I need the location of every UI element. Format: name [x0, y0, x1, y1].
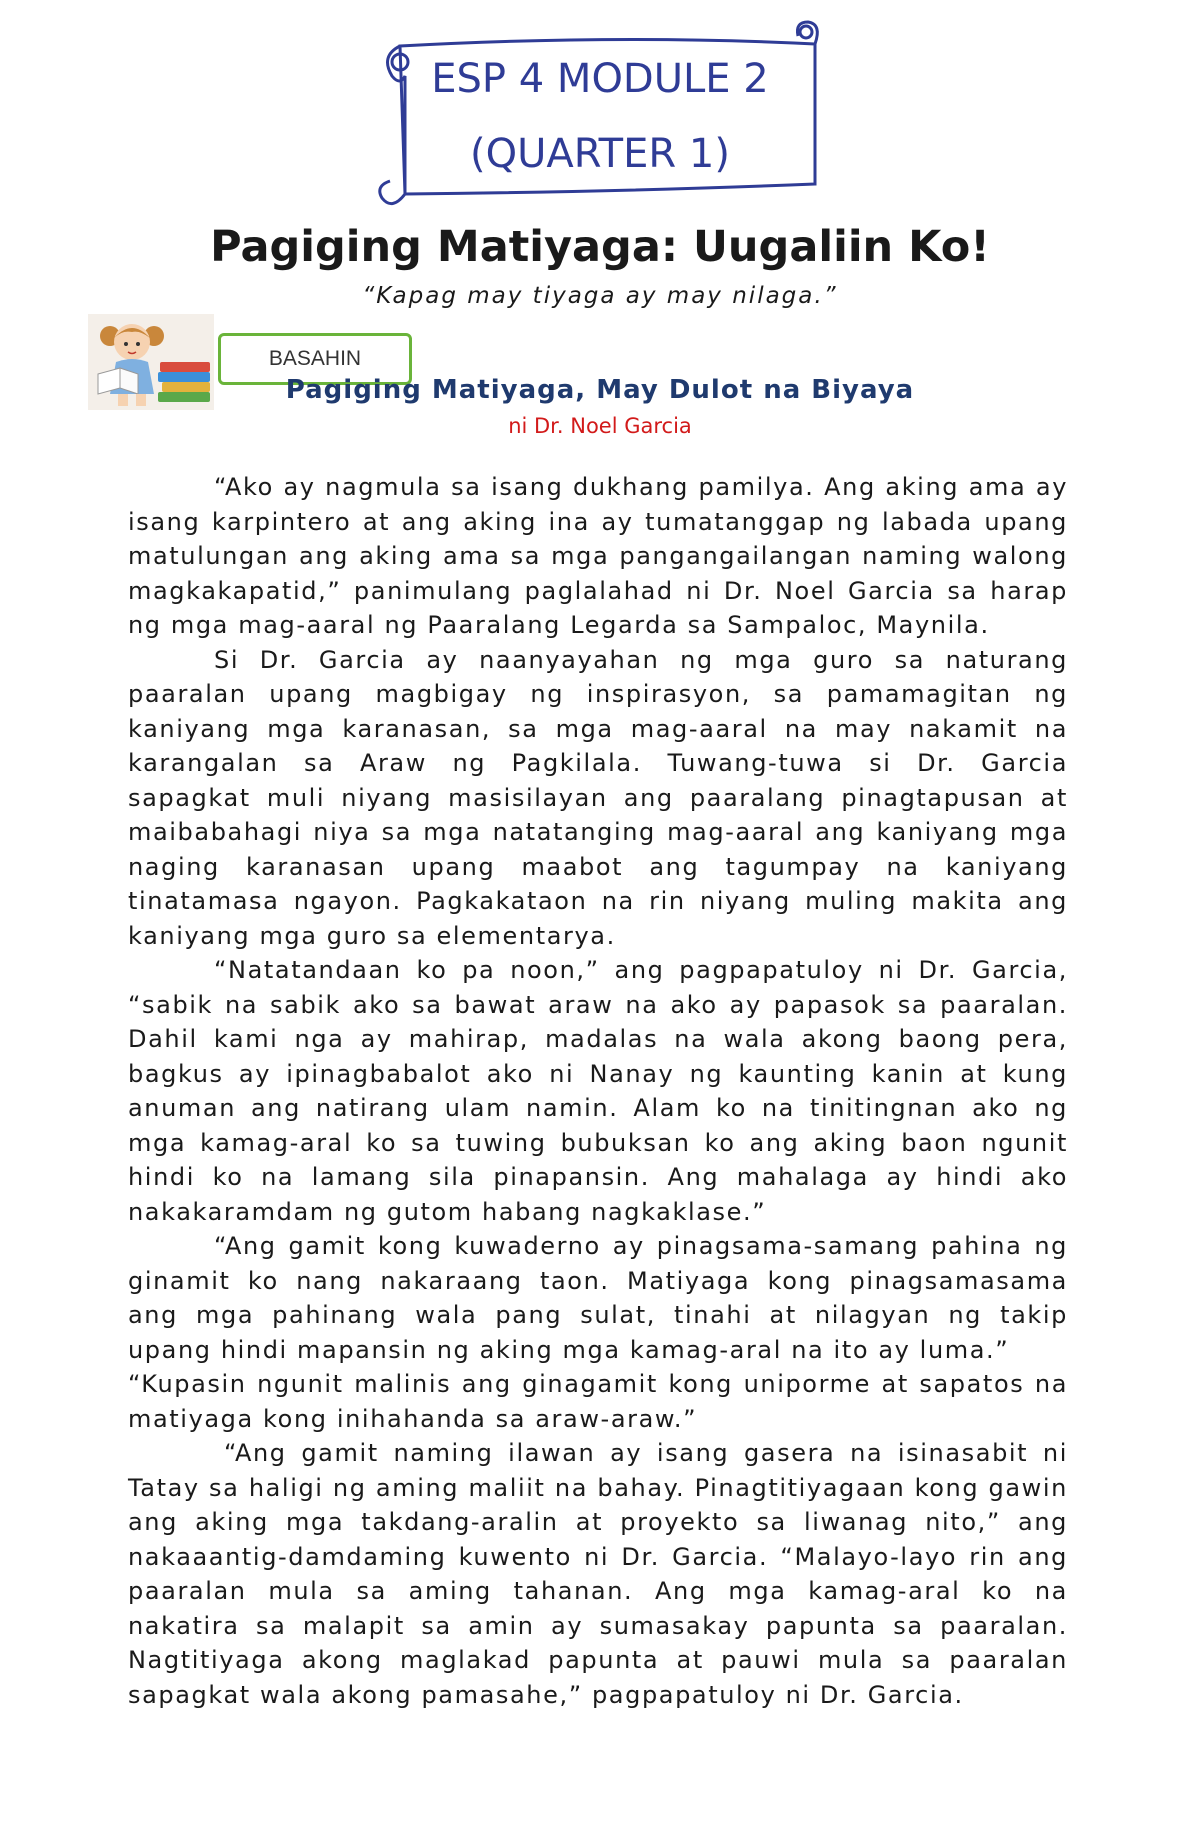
story-paragraph: “Ang gamit naming ilawan ay isang gasera na isinasabit ni Tatay sa haligi ng aming maliit na bahay. Pinagtitiyagaan kong gawin ang aking mga takdang-aralin at proyekto sa liwanag nito,” ang nakaaantig-damdaming kuwento ni Dr. Garcia. “Malayo-layo rin ang paaralan mula sa aming tahanan. Ang mga kamag-aral ko na nakatira sa malapit sa amin ay sumasakay papunta sa paaralan. Nagtitiyaga akong maglakad papunta at pauwi mula sa paaralan sapagkat wala akong pamasahe,” pagpapatuloy ni Dr. Garcia. — [128, 1439, 1068, 1709]
story-paragraph: “Kupasin ngunit malinis ang ginagamit kong uniporme at sapatos na matiyaga kong inihahanda sa araw-araw.” — [128, 1370, 1068, 1433]
basahin-badge: BASAHIN — [218, 333, 412, 385]
story-author: ni Dr. Noel Garcia — [508, 414, 692, 438]
page-title: Pagiging Matiyaga: Uugaliin Ko! — [210, 222, 990, 272]
story-paragraph: Si Dr. Garcia ay naanyayahan ng mga guro sa naturang paaralan upang magbigay ng inspirasyon, sa pamamagitan ng kaniyang mga karanasan, sa mga mag-aaral na may nakamit na karangalan sa Araw ng Pagkilala. Tuwang-tuwa si Dr. Garcia sapagkat muli niyang masisilayan ang paaralang pinagtapusan at maibabahagi niya sa mga natatanging mag-aaral ang kaniyang mga naging karanasan upang maabot ang tagumpay na kaniyang tinatamasa ngayon. Pagkakataon na rin niyang muling makita ang kaniyang mga guro sa elementarya. — [128, 645, 1068, 950]
story-paragraph: “Natatandaan ko pa noon,” ang pagpapatuloy ni Dr. Garcia, “sabik na sabik ako sa bawat araw na ako ay papasok sa paaralan. Dahil kami nga ay mahirap, madalas na wala akong baong pera, bagkus ay ipinagbabalot ako ni Nanay ng kaunting kanin at kung anuman ang natirang ulam namin. Alam ko na tinitingnan ako ng mga kamag-aral ko sa tuwing bubuksan ko ang aking baon ngunit hindi ko na lamang sila pinapansin. Ang mahalaga ay hindi ako nakakaramdam ng gutom habang nagkaklase.” — [128, 956, 1068, 1226]
scroll-banner-icon — [370, 16, 830, 206]
banner-quarter-text: (QUARTER 1) — [470, 131, 730, 177]
module-banner — [370, 16, 830, 206]
banner-module-text: ESP 4 MODULE 2 — [431, 56, 769, 102]
proverb-quote: “Kapag may tiyaga ay may nilaga.” — [362, 283, 838, 309]
story-body — [128, 470, 1068, 1712]
story-paragraph: “Ako ay nagmula sa isang dukhang pamilya. Ang aking ama ay isang karpintero at ang aking ina ay tumatanggap ng labada upang matulungan ang aking ama sa mga pangangailangan naming walong magkakapatid,” panimulang paglalahad ni Dr. Noel Garcia sa harap ng mga mag-aaral ng Paaralang Legarda sa Sampaloc, Maynila. — [128, 473, 1068, 639]
story-title: Pagiging Matiyaga, May Dulot na Biyaya — [285, 375, 915, 405]
story-paragraph: “Ang gamit kong kuwaderno ay pinagsama-samang pahina ng ginamit ko nang nakaraang taon. Matiyaga kong pinagsamasama ang mga pahinang wala pang sulat, tinahi at nilagyan ng takip upang hindi mapansin ng aking mga kamag-aral na ito ay luma.” — [128, 1232, 1068, 1364]
